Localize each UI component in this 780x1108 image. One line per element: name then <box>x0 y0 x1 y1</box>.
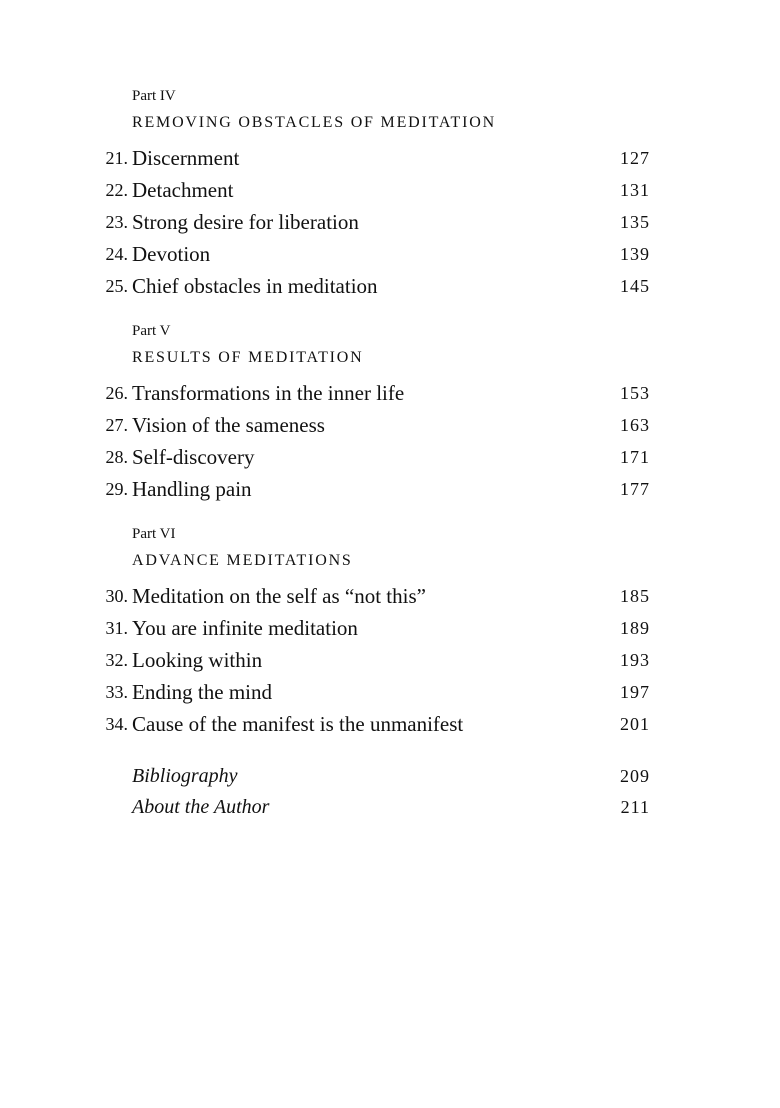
page-number: 145 <box>620 276 650 296</box>
chapter-number: 23. <box>105 212 128 232</box>
chapter-title: Devotion <box>132 242 211 266</box>
page-number: 193 <box>620 650 650 670</box>
back-matter <box>0 760 780 822</box>
chapter-title: Transformations in the inner life <box>132 381 405 405</box>
chapter-number: 22. <box>105 180 128 200</box>
toc-entry[interactable] <box>0 174 780 206</box>
toc-entry[interactable] <box>0 238 780 270</box>
chapter-title: Cause of the manifest is the unmanifest <box>132 712 464 736</box>
chapter-number: 29. <box>105 479 128 499</box>
part-label: Part VI <box>132 526 176 542</box>
back-matter-title: About the Author <box>132 796 270 818</box>
toc-entry[interactable] <box>0 676 780 708</box>
page-number: 177 <box>620 479 650 499</box>
page-number: 163 <box>620 415 650 435</box>
chapter-title: Looking within <box>132 648 263 672</box>
chapter-title: Detachment <box>132 178 234 202</box>
chapter-title: Meditation on the self as “not this” <box>132 584 426 608</box>
toc-entry[interactable] <box>0 644 780 676</box>
toc-section <box>0 522 780 740</box>
toc-section <box>0 319 780 505</box>
page-number: 131 <box>620 180 650 200</box>
chapter-title: Self-discovery <box>132 445 255 469</box>
page-number: 139 <box>620 244 650 264</box>
chapter-number: 27. <box>105 415 128 435</box>
page-number: 201 <box>620 714 650 734</box>
toc-entry[interactable] <box>0 791 780 822</box>
page-number: 185 <box>620 586 650 606</box>
chapter-title: Discernment <box>132 146 240 170</box>
chapter-number: 31. <box>105 618 128 638</box>
page-number: 127 <box>620 148 650 168</box>
chapter-number: 32. <box>105 650 128 670</box>
page-number: 197 <box>620 682 650 702</box>
page-number: 171 <box>620 447 650 467</box>
page-number: 189 <box>620 618 650 638</box>
part-heading: REMOVING OBSTACLES OF MEDITATION <box>132 114 496 131</box>
chapter-number: 28. <box>105 447 128 467</box>
toc-entry[interactable] <box>0 612 780 644</box>
toc-section <box>0 84 780 302</box>
chapter-title: Ending the mind <box>132 680 272 704</box>
toc-entry[interactable] <box>0 409 780 441</box>
toc-entry[interactable] <box>0 377 780 409</box>
chapter-title: You are infinite meditation <box>132 616 358 640</box>
page-number: 211 <box>620 797 650 817</box>
chapter-number: 25. <box>105 276 128 296</box>
chapter-title: Handling pain <box>132 477 252 501</box>
chapter-number: 34. <box>105 714 128 734</box>
chapter-number: 21. <box>105 148 128 168</box>
toc-entry[interactable] <box>0 206 780 238</box>
toc-entry[interactable] <box>0 270 780 302</box>
chapter-number: 30. <box>105 586 128 606</box>
part-heading: RESULTS OF MEDITATION <box>132 349 364 366</box>
chapter-number: 26. <box>105 383 128 403</box>
page-number: 153 <box>620 383 650 403</box>
part-heading: ADVANCE MEDITATIONS <box>132 552 353 569</box>
toc-entry[interactable] <box>0 441 780 473</box>
page-number: 209 <box>620 766 650 786</box>
table-of-contents <box>0 84 780 822</box>
toc-entry[interactable] <box>0 580 780 612</box>
chapter-title: Vision of the sameness <box>132 413 325 437</box>
part-label: Part IV <box>132 88 176 104</box>
toc-entry[interactable] <box>0 708 780 740</box>
part-label: Part V <box>132 323 171 339</box>
chapter-title: Strong desire for liberation <box>132 210 359 234</box>
chapter-title: Chief obstacles in meditation <box>132 274 378 298</box>
page-number: 135 <box>620 212 650 232</box>
chapter-number: 24. <box>105 244 128 264</box>
toc-entry[interactable] <box>0 142 780 174</box>
toc-entry[interactable] <box>0 473 780 505</box>
toc-entry[interactable] <box>0 760 780 791</box>
chapter-number: 33. <box>105 682 128 702</box>
back-matter-title: Bibliography <box>132 765 238 787</box>
